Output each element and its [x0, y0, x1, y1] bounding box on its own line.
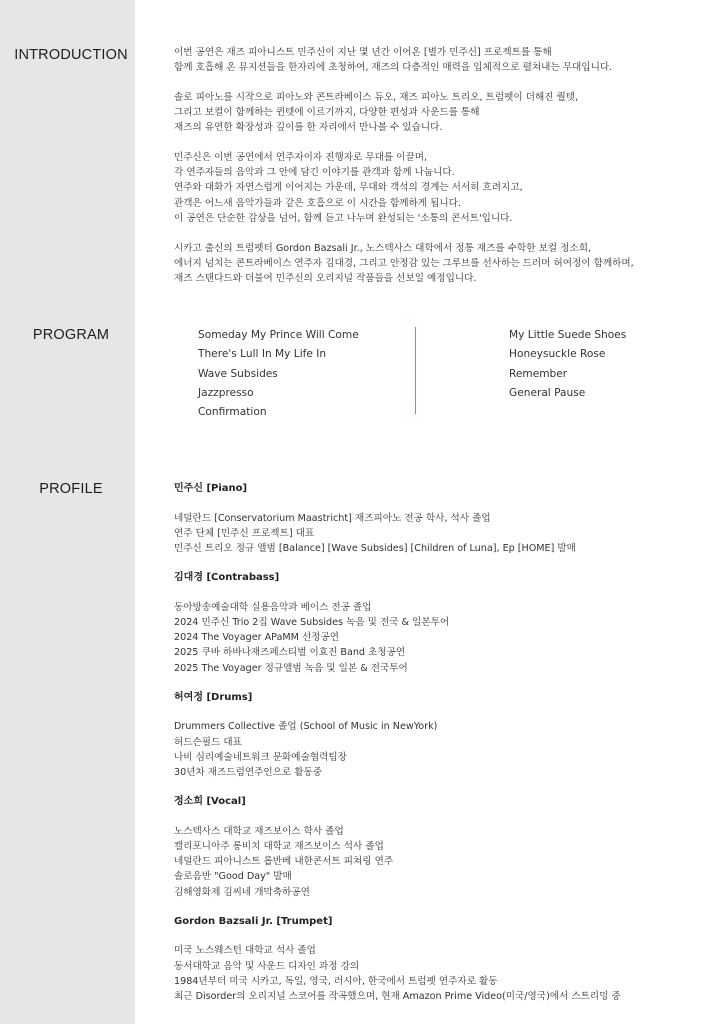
program-item: Honeysuckle Rose: [509, 348, 606, 361]
intro-line: 그리고 보컬이 함께하는 퀸텟에 이르기까지, 다양한 편성과 사운드를 통해: [174, 107, 480, 119]
member-detail: 30년차 재즈드럼연주인으로 활동중: [174, 767, 323, 779]
program-item: Remember: [509, 367, 568, 380]
intro-paragraph: [174, 90, 714, 136]
member-detail: 2025 The Voyager 정규앨범 녹음 및 일본 & 전국투어: [174, 662, 408, 674]
intro-line: 이 공연은 단순한 감상을 넘어, 함께 듣고 나누며 완성되는 '소통의 콘서트'입니다.: [174, 212, 513, 224]
intro-line: 연주와 대화가 자연스럽게 이어지는 가운데, 무대와 객석의 경계는 서서히 흐려지고,: [174, 182, 523, 194]
member-detail: 동서대학교 음악 및 사운드 디자인 과정 강의: [174, 960, 360, 972]
intro-line: 민주신은 이번 공연에서 연주자이자 진행자로 무대를 이끌며,: [174, 152, 428, 164]
section-title-profile: PROFILE: [39, 481, 103, 497]
intro-line: 시카고 출신의 트럼펫터 Gordon Bazsali Jr., 노스텍사스 대학에서 정통 재즈를 수학한 보컬 정소희,: [174, 242, 592, 254]
member-detail: 연주 단체 [민주신 프로젝트] 대표: [174, 527, 315, 539]
program-list-right: [509, 326, 626, 403]
member-detail: 2024 민주신 Trio 2집 Wave Subsides 녹음 및 전국 & 일본투어: [174, 617, 450, 628]
member-detail: 캘리포니아주 롱비치 대학교 재즈보이스 석사 졸업: [174, 841, 384, 853]
program-item: Jazzpresso: [198, 386, 254, 399]
member-detail: 노스텍사스 대학교 재즈보이스 학사 졸업: [174, 825, 344, 837]
member-detail: 민주신 트리오 정규 앨범 [Balance] [Wave Subsides] [Children of Luna], Ep [HOME] 발매: [174, 543, 576, 554]
member-detail: 네덜란드 [Conservatorium Maastricht] 재즈피아노 전공 학사, 석사 졸업: [174, 512, 491, 524]
member-name: 허여정 [Drums]: [174, 691, 253, 703]
intro-line: 에너지 넘치는 콘트라베이스 연주자 김대경, 그리고 안정감 있는 그루브를 선사하는 드러머 허여정이 함께하며,: [174, 257, 634, 269]
member-detail: 2025 쿠바 하바나재즈페스티벌 이효진 Band 초청공연: [174, 647, 406, 659]
sidebar-panel: [0, 0, 135, 1024]
intro-line: 관객은 어느새 음악가들과 같은 호흡으로 이 시간을 함께하게 됩니다.: [174, 197, 461, 209]
intro-line: 재즈 스탠다드와 더불어 민주신의 오리지널 작품들을 선보일 예정입니다.: [174, 272, 477, 284]
intro-line: 솔로 피아노를 시작으로 피아노와 콘트라베이스 듀오, 재즈 피아노 트리오, 트럼펫이 더해진 퀄텟,: [174, 91, 579, 103]
introduction-body: [174, 45, 714, 301]
profile-member: [174, 690, 714, 780]
program-item: Wave Subsides: [198, 367, 278, 380]
program-divider: [415, 327, 416, 414]
program-item: Confirmation: [198, 406, 267, 419]
member-detail: 김해영화제 김씨네 개막축하공연: [174, 886, 310, 898]
intro-line: 이번 공연은 재즈 피아니스트 민주신이 지난 몇 년간 이어온 [별가 민주신] 프로젝트를 통해: [174, 47, 552, 58]
member-name: 김대경 [Contrabass]: [174, 572, 280, 584]
member-detail: 동아방송예술대학 실용음악과 베이스 전공 졸업: [174, 601, 372, 613]
profile-member: [174, 914, 714, 1004]
profile-member: [174, 570, 714, 676]
member-detail: 1984년부터 미국 시카고, 독일, 영국, 러시아, 한국에서 트럼펫 연주자로 활동: [174, 975, 498, 987]
member-name: 민주신 [Piano]: [174, 483, 248, 494]
program-item: Someday My Prince Will Come: [198, 329, 359, 341]
member-detail: 네덜란드 피아니스트 롭반베 내한콘서트 피쳐링 연주: [174, 856, 394, 868]
member-detail: 나비 심리예술네트워크 문화예술협력팀장: [174, 751, 347, 763]
intro-line: 각 연주자들의 음악과 그 안에 담긴 이야기를 관객과 함께 나눕니다.: [174, 167, 455, 179]
member-name: 정소희 [Vocal]: [174, 796, 246, 808]
intro-line: 재즈의 유연한 확장성과 깊이를 한 자리에서 만나볼 수 있습니다.: [174, 122, 443, 134]
member-detail: 2024 The Voyager APaMM 선정공연: [174, 632, 340, 644]
member-detail: 최근 Disorder의 오리지널 스코어를 작곡했으며, 현재 Amazon Prime Video(미국/영국)에서 스트리밍 중: [174, 991, 621, 1003]
profile-list: [174, 481, 714, 1018]
intro-paragraph: [174, 241, 714, 287]
intro-paragraph: [174, 150, 714, 226]
program-list-left: [198, 326, 359, 422]
member-name: Gordon Bazsali Jr. [Trumpet]: [174, 915, 333, 927]
section-title-program: PROGRAM: [32, 327, 110, 343]
member-detail: 미국 노스웨스턴 대학교 석사 졸업: [174, 945, 316, 957]
intro-paragraph: [174, 45, 714, 75]
member-detail: Drummers Collective 졸업 (School of Music in NewYork): [174, 721, 438, 733]
profile-member: [174, 794, 714, 900]
profile-member: [174, 481, 714, 556]
program-item: My Little Suede Shoes: [509, 329, 627, 341]
intro-line: 함께 호흡해 온 뮤지션들을 한자리에 초청하여, 재즈의 다층적인 매력을 입체적으로 펼쳐내는 무대입니다.: [174, 62, 613, 74]
member-detail: 허드슨필드 대표: [174, 736, 242, 748]
program-item: There's Lull In My Life In: [198, 348, 327, 361]
member-detail: 솔로음반 "Good Day" 발매: [174, 871, 292, 883]
program-item: General Pause: [509, 386, 586, 399]
section-title-introduction: INTRODUCTION: [14, 47, 128, 63]
